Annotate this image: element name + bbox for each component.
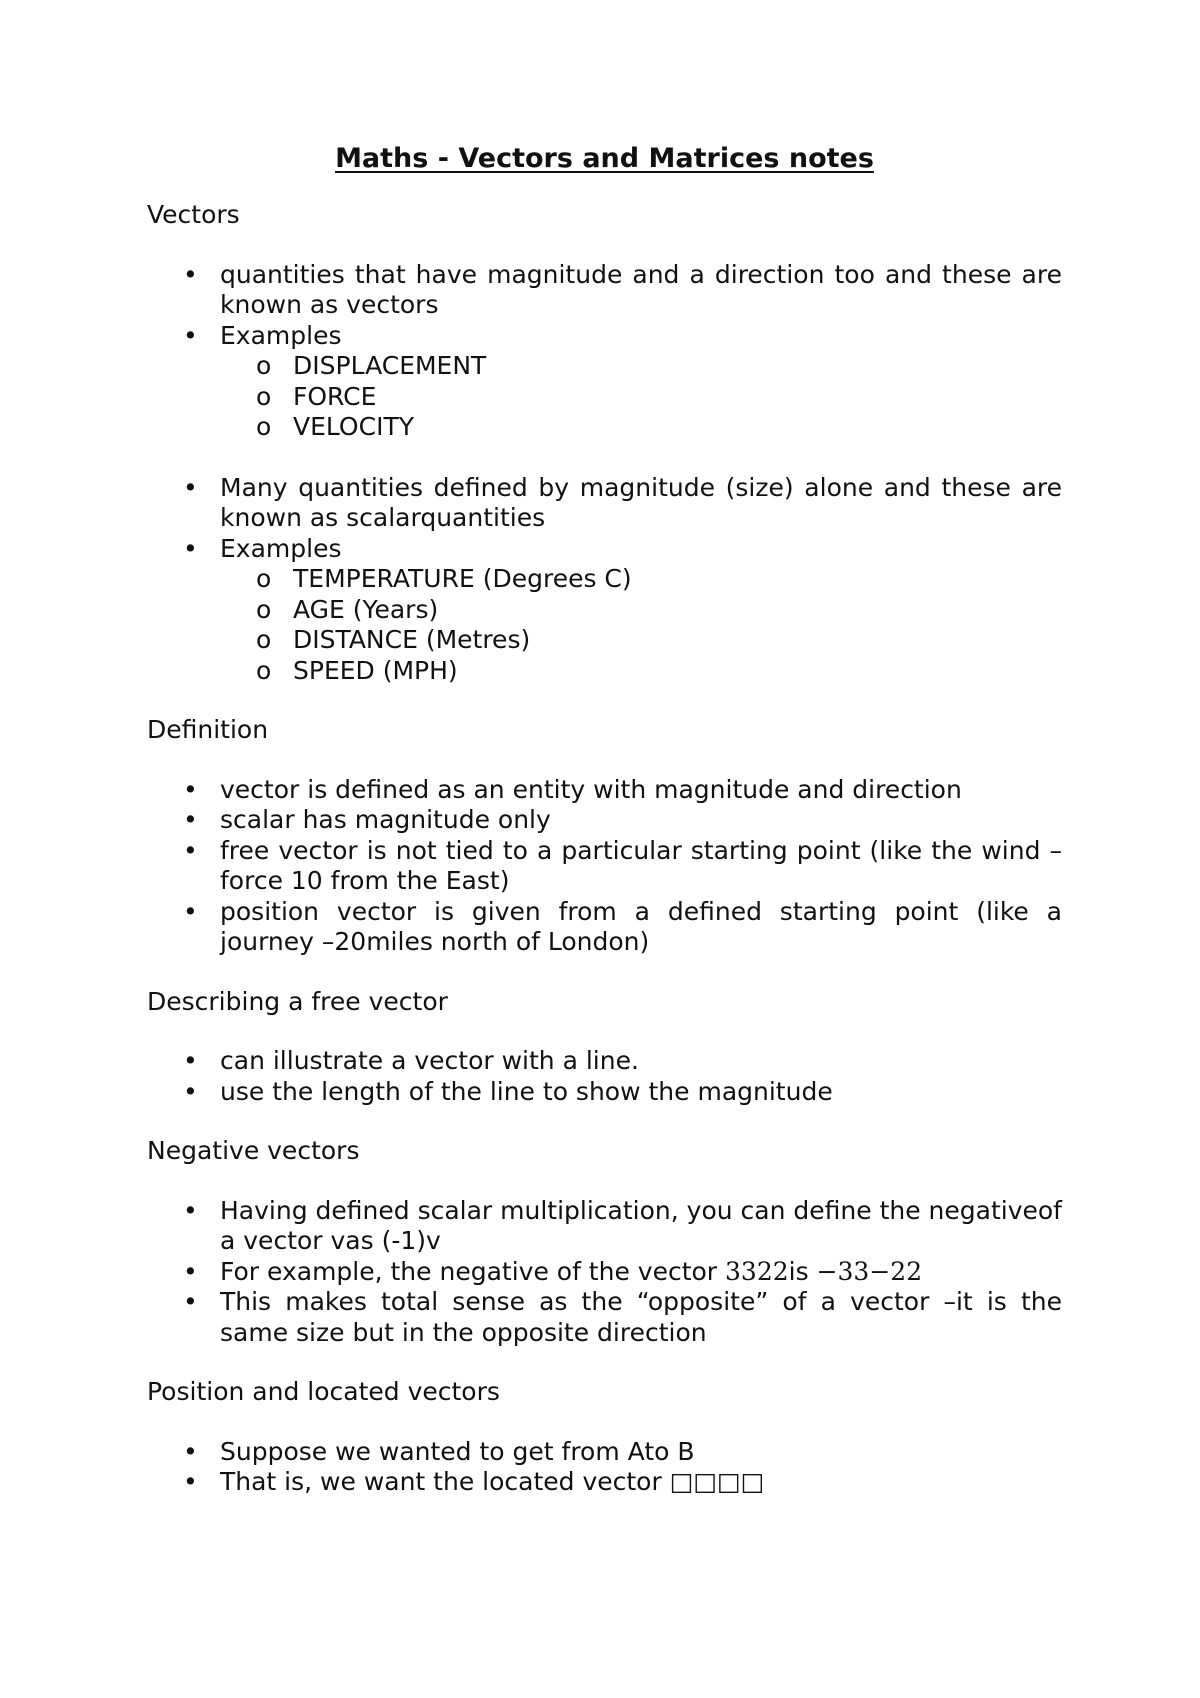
list-item-text: free vector is not tied to a particular starting point (like the wind –force 10 from the East) xyxy=(220,835,1062,895)
list-item-text: Having defined scalar multiplication, you can define the negativeof a vector vas (-1)v xyxy=(220,1195,1062,1255)
list-item-text: For example, the negative of the vector xyxy=(220,1256,726,1286)
list-item xyxy=(147,1437,1062,1468)
list-item-text: Examples xyxy=(220,533,342,563)
section-heading-negative: Negative vectors xyxy=(147,1136,360,1165)
sub-list-item-text: TEMPERATURE (Degrees C) xyxy=(293,564,632,593)
bullet-icon: • xyxy=(183,1195,198,1225)
list-item xyxy=(147,1196,1062,1257)
section-heading-position: Position and located vectors xyxy=(147,1377,500,1406)
list-item-text: can illustrate a vector with a line. xyxy=(220,1046,639,1075)
bullet-icon: • xyxy=(183,1436,198,1466)
sub-bullet-icon: o xyxy=(256,381,272,411)
bullet-icon: • xyxy=(183,835,198,865)
sub-list-item-text: DISTANCE (Metres) xyxy=(293,625,531,654)
list-item-text: Many quantities defined by magnitude (size) alone and these are known as scalarquantities xyxy=(220,472,1062,532)
negative-list xyxy=(147,1196,1062,1349)
list-item-text: Examples xyxy=(220,320,342,350)
list-item-text: quantities that have magnitude and a direction too and these are known as vectors xyxy=(220,259,1062,319)
bullet-icon: • xyxy=(183,896,198,926)
list-item-text: use the length of the line to show the magnitude xyxy=(220,1076,833,1106)
list-item xyxy=(147,1077,1062,1108)
sub-list xyxy=(220,564,1062,686)
bullet-icon: • xyxy=(183,1076,198,1106)
math-vector-negative: −33−22 xyxy=(816,1256,923,1286)
list-item-text: This makes total sense as the “opposite” of a vector –it is the same size but in the opposite direction xyxy=(220,1287,1062,1347)
list-item xyxy=(147,1467,1062,1498)
sub-bullet-icon: o xyxy=(256,564,272,593)
sub-list-item-text: FORCE xyxy=(293,381,377,411)
definition-list xyxy=(147,775,1062,958)
sub-list xyxy=(220,351,1062,443)
bullet-icon: • xyxy=(183,774,198,804)
list-item xyxy=(147,805,1062,836)
list-item xyxy=(147,534,1062,687)
bullet-icon: • xyxy=(183,1467,198,1496)
bullet-icon: • xyxy=(183,1256,198,1286)
sub-list-item xyxy=(220,351,1062,382)
list-item xyxy=(147,473,1062,534)
missing-glyphs: □□□□ xyxy=(669,1467,765,1496)
list-item-text: scalar has magnitude only xyxy=(220,805,551,834)
bullet-icon: • xyxy=(183,805,198,834)
bullet-icon: • xyxy=(183,472,198,502)
list-item-text: position vector is given from a defined starting point (like a journey –20miles north of London) xyxy=(220,896,1062,956)
sub-bullet-icon: o xyxy=(256,351,272,380)
describing-list xyxy=(147,1046,1062,1107)
math-vector: 3322 xyxy=(725,1256,789,1286)
spacer xyxy=(220,443,1062,473)
list-item xyxy=(147,321,1062,473)
list-item-text: That is, we want the located vector xyxy=(220,1467,670,1496)
sub-list-item xyxy=(220,412,1062,443)
list-item xyxy=(147,897,1062,958)
section-heading-vectors: Vectors xyxy=(147,200,240,229)
vectors-list xyxy=(147,260,1062,687)
sub-list-item xyxy=(220,564,1062,595)
bullet-icon: • xyxy=(183,320,198,350)
sub-list-item-text: DISPLACEMENT xyxy=(293,351,487,380)
bullet-icon: • xyxy=(183,259,198,289)
list-item xyxy=(147,260,1062,321)
sub-list-item xyxy=(220,656,1062,687)
sub-list-item-text: SPEED (MPH) xyxy=(293,655,458,685)
sub-bullet-icon: o xyxy=(256,625,272,654)
section-heading-definition: Definition xyxy=(147,715,269,744)
sub-list-item xyxy=(220,382,1062,413)
sub-list-item xyxy=(220,625,1062,656)
list-item-text: vector is defined as an entity with magnitude and direction xyxy=(220,774,962,804)
position-list xyxy=(147,1437,1062,1498)
document-title: Maths - Vectors and Matrices notes xyxy=(335,143,874,174)
list-item xyxy=(147,836,1062,897)
sub-list-item-text: VELOCITY xyxy=(293,412,414,441)
bullet-icon: • xyxy=(183,1287,198,1316)
bullet-icon: • xyxy=(183,1046,198,1075)
list-item xyxy=(147,1287,1062,1348)
sub-list-item xyxy=(220,595,1062,626)
sub-list-item-text: AGE (Years) xyxy=(293,594,439,624)
sub-bullet-icon: o xyxy=(256,412,272,441)
section-heading-describing: Describing a free vector xyxy=(147,986,448,1016)
list-item xyxy=(147,1046,1062,1077)
document-body xyxy=(147,142,1062,1527)
sub-bullet-icon: o xyxy=(256,594,272,624)
bullet-icon: • xyxy=(183,533,198,563)
sub-bullet-icon: o xyxy=(256,655,272,685)
list-item xyxy=(147,775,1062,806)
list-item-text: is xyxy=(788,1256,817,1286)
list-item-text: Suppose we wanted to get from Ato B xyxy=(220,1436,695,1466)
list-item xyxy=(147,1257,1062,1288)
